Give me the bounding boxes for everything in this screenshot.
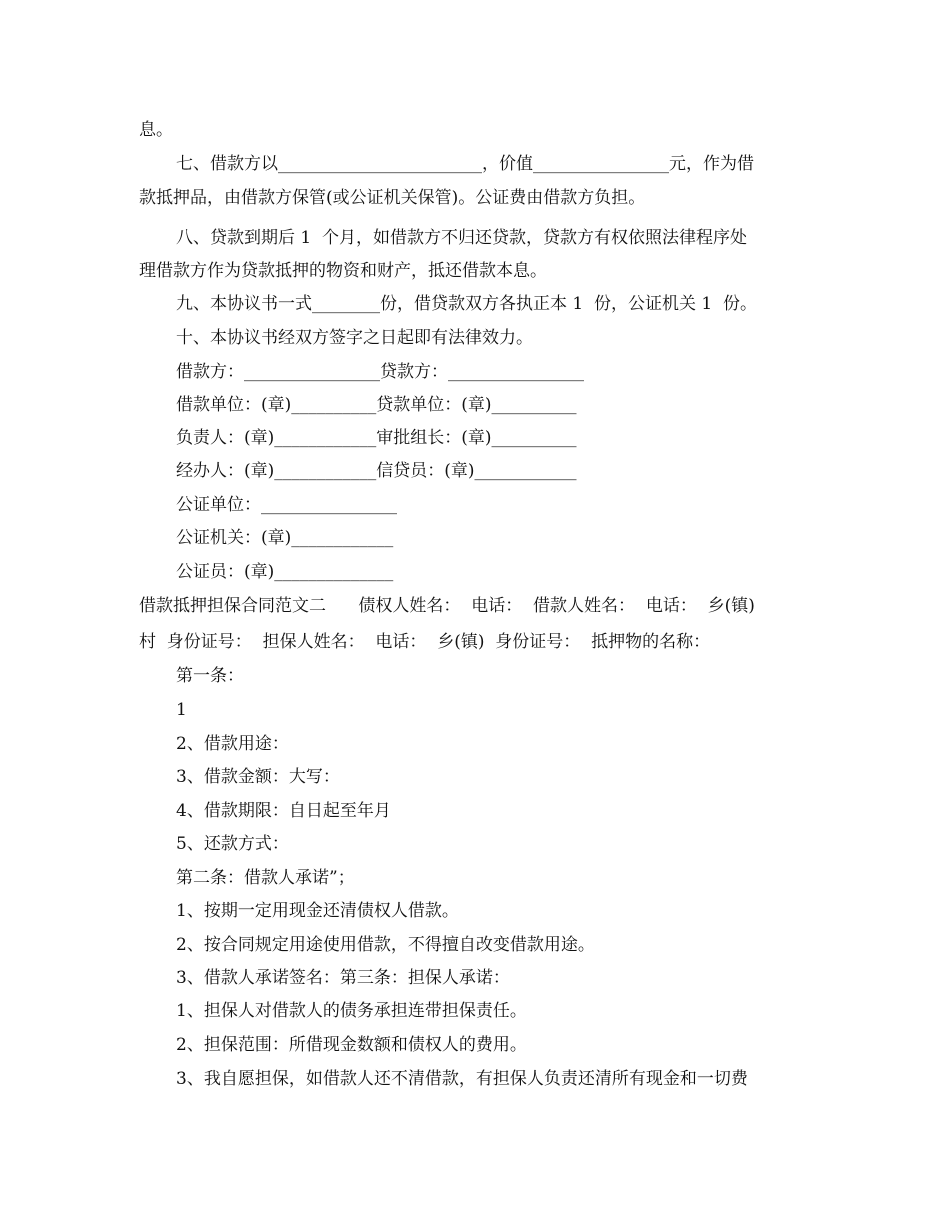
list-item: 2、借款用途： bbox=[176, 734, 289, 754]
list-item: 2、担保范围：所借现金数额和债权人的费用。 bbox=[176, 1035, 527, 1055]
clause-7-line-1: 七、借款方以________________________，价值________________元，作为借 bbox=[176, 154, 754, 174]
signature-units: 借款单位：(章)__________贷款单位：(章)__________ bbox=[176, 395, 577, 415]
clause-7-line-2: 款抵押品，由借款方保管(或公证机关保管)。公证费由借款方负担。 bbox=[139, 188, 646, 208]
text-line: 息。 bbox=[139, 120, 173, 140]
list-item: 1、按期一定用现金还清债权人借款。 bbox=[176, 901, 459, 921]
signature-handler: 经办人：(章)____________信贷员：(章)____________ bbox=[176, 461, 577, 481]
list-item: 4、借款期限：自日起至年月 bbox=[176, 801, 391, 821]
clause-10: 十、本协议书经双方签字之日起即有法律效力。 bbox=[176, 328, 533, 348]
list-item: 5、还款方式： bbox=[176, 834, 289, 854]
list-item: 1、担保人对借款人的债务承担连带担保责任。 bbox=[176, 1001, 527, 1021]
list-item: 2、按合同规定用途使用借款，不得擅自改变借款用途。 bbox=[176, 935, 595, 955]
signature-responsible: 负责人：(章)____________审批组长：(章)__________ bbox=[176, 428, 577, 448]
signature-borrower-lender: 借款方：________________贷款方：________________ bbox=[176, 362, 584, 382]
contract-two-heading-line-1: 借款抵押担保合同范文二 债权人姓名： 电话： 借款人姓名： 电话： 乡(镇) bbox=[139, 596, 755, 616]
notary-unit: 公证单位：________________ bbox=[176, 495, 397, 515]
article-1-heading: 第一条： bbox=[176, 666, 244, 686]
clause-8-line-2: 理借款方作为贷款抵押的物资和财产，抵还借款本息。 bbox=[139, 261, 547, 281]
clause-9: 九、本协议书一式________份，借贷款双方各执正本 1 份，公证机关 1 份。 bbox=[176, 294, 758, 314]
list-item: 3、我自愿担保，如借款人还不清借款，有担保人负责还清所有现金和一切费 bbox=[176, 1069, 748, 1089]
contract-two-heading-line-2: 村 身份证号： 担保人姓名： 电话： 乡(镇) 身份证号： 抵押物的名称： bbox=[139, 632, 711, 652]
notary-officer: 公证员：(章)______________ bbox=[176, 562, 394, 582]
clause-8-line-1: 八、贷款到期后 1 个月，如借款方不归还贷款，贷款方有权依照法律程序处 bbox=[176, 228, 748, 248]
notary-office: 公证机关：(章)____________ bbox=[176, 528, 394, 548]
list-item: 3、借款金额：大写： bbox=[176, 767, 340, 787]
list-item: 3、借款人承诺签名：第三条：担保人承诺： bbox=[176, 968, 510, 988]
article-2-heading: 第二条：借款人承诺”； bbox=[176, 868, 355, 888]
list-item: 1 bbox=[176, 700, 187, 720]
